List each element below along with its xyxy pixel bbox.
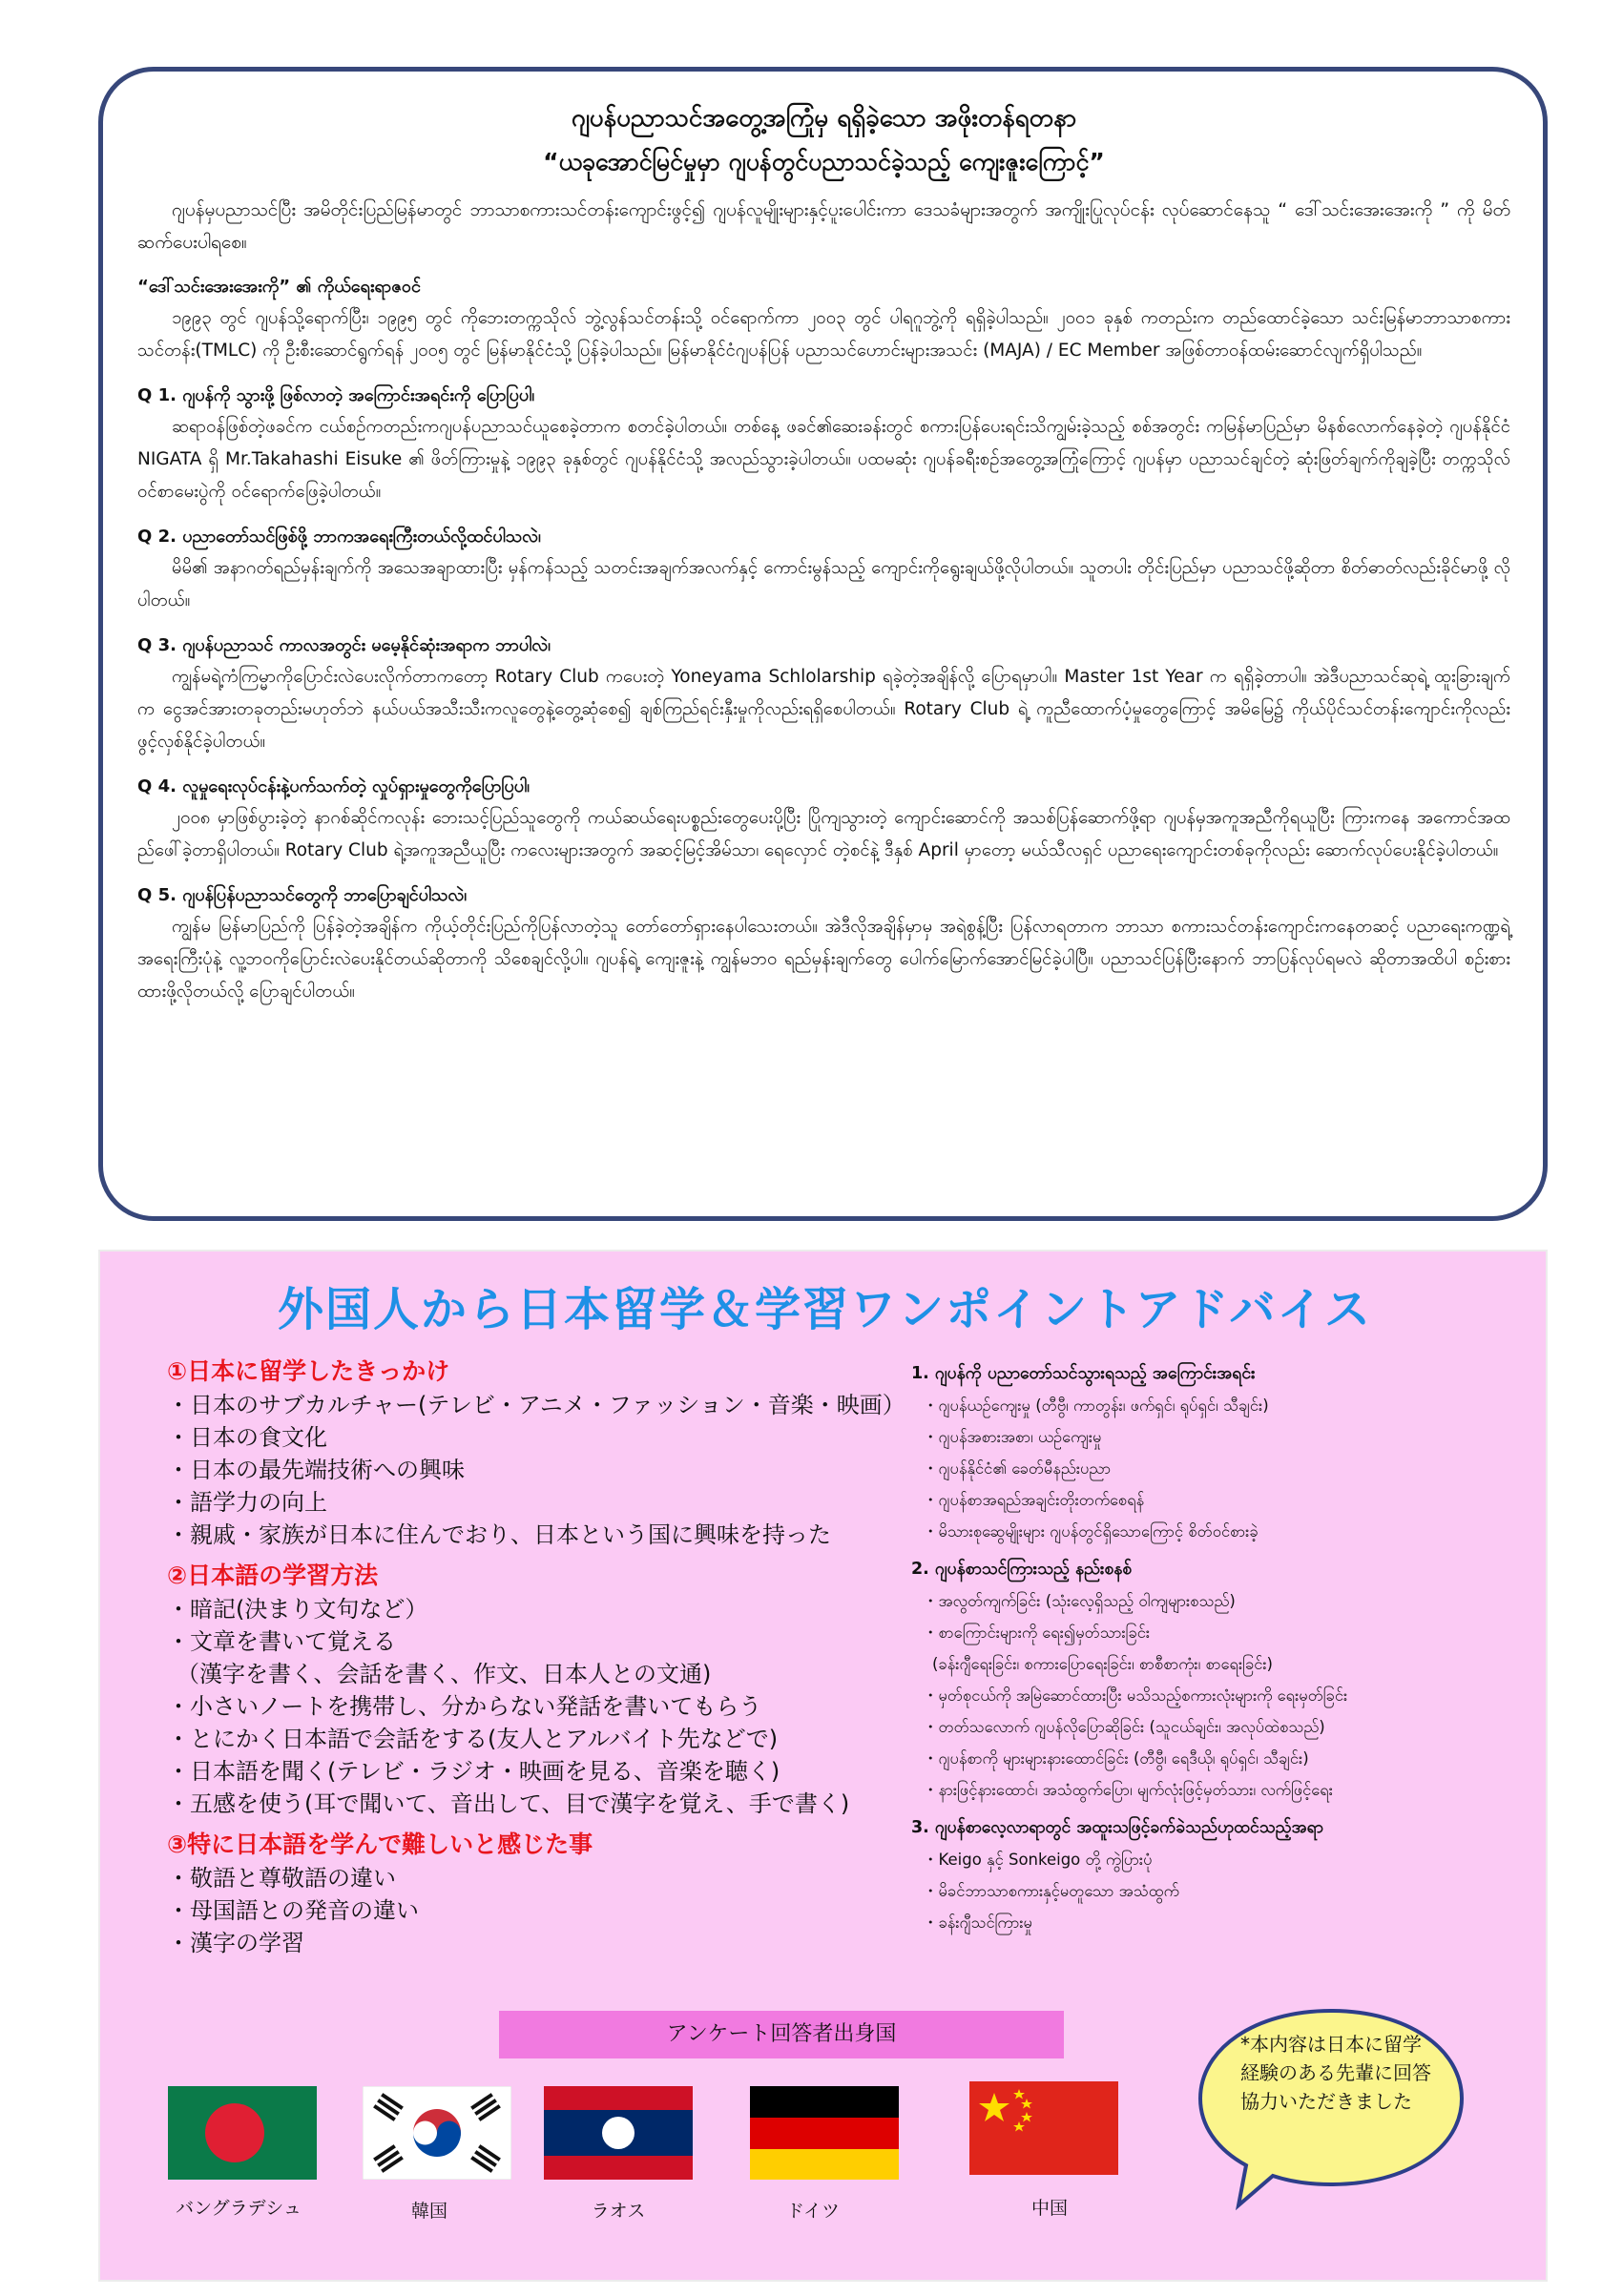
list-item: ・日本語を聞く(テレビ・ラジオ・映画を見る、音楽を聴く) (167, 1758, 780, 1785)
question-heading: Q 5. ဂျပန်ပြန်ပညာသင်တွေကို ဘာပြောချင်ပါသလဲ၊ (137, 885, 468, 905)
jp-section-heading: ③特に日本語を学んで難しいと感じた事 (167, 1831, 593, 1858)
jp-section-heading: ②日本語の学習方法 (167, 1562, 379, 1589)
list-item: ・အလွတ်ကျက်ခြင်း (သုံးလေ့ရှိသည့် ဝါကျများစသည်) (923, 1592, 1236, 1610)
country-label: ラオス (591, 2201, 646, 2222)
list-item: ・小さいノートを携帯し、分からない発話を書いてもらう (167, 1693, 762, 1720)
profile-text: ၁၉၉၃ တွင် ဂျပန်သို့ရောက်ပြီး၊ ၁၉၉၅ တွင် ကိုဘေးတက္ကသိုလ် ဘွဲ့လွန်သင်တန်းသို့ ဝင်ရောက်ကာ ၂၀၀၃ တွင် ပါရဂူဘွဲ့ကို ရရှိခဲ့ပါသည်။ ၂၀၀၁ ခုနှစ် ကတည်းက တည်ထောင်ခဲ့သော သင်းမြန်မာဘာသာစကားသင်တန်း(TMLC) ကို ဦးစီးဆောင်ရွက်ရန် ၂၀၀၅ တွင် မြန်မာနိုင်ငံသို့ ပြန်ခဲ့ပါသည်။ မြန်မာနိုင်ငံဂျပန်ပြန် ပညာသင်ဟောင်းများအသင်း (MAJA) / EC Member အဖြစ်တာဝန်ထမ်းဆောင်လျက်ရှိပါသည်။ (137, 308, 1510, 361)
list-item: ・မိခင်ဘာသာစကားနှင့်မတူသော အသံထွက် (923, 1882, 1179, 1900)
advice-title: 外国人から日本留学＆学習ワンポイントアドバイス (277, 1283, 1373, 1336)
country-label: バングラデシュ (176, 2198, 302, 2219)
list-item: ・ဂျပန်စာအရည်အချင်းတိုးတက်စေရန် (923, 1491, 1145, 1509)
profile-heading: “ဒေါ်သင်းအေးအေးကို” ၏ ကိုယ်ရေးရာဇဝင် (137, 277, 421, 297)
qa-block-5 (137, 880, 1510, 1008)
question-heading: Q 3. ဂျပန်ပညာသင် ကာလအတွင်း မမေ့နိုင်ဆုံးအရာက ဘာပါလဲ၊ (137, 635, 551, 655)
country-label: 韓国 (410, 2201, 447, 2222)
interview-box (98, 67, 1548, 1221)
germany-flag-icon (750, 2086, 899, 2180)
answer-text: ကျွန်မ မြန်မာပြည်ကို ပြန်ခဲ့တဲ့အချိန်က ကိုယ့်တိုင်းပြည်ကိုပြန်လာတဲ့သူ တော်တော်ရှားနေပါသေးတယ်။ အဲဒီလိုအချိန်မှာမှ အရဲစွန့်ပြီး ပြန်လာရတာက ဘာသာ စကားသင်တန်းကျောင်းကနေတဆင့် ပညာရေးကဏ္ဍရဲ့ အရေးကြီးပုံနဲ့ လူ့ဘဝကိုပြောင်းလဲပေးနိုင်တယ်ဆိုတာကို သိစေချင်လို့ပါ။ ဂျပန်ရဲ့ ကျေးဇူးနဲ့ ကျွန်မဘဝ ရည်မှန်းချက်တွေ ပေါက်မြောက်အောင်မြင်ခဲ့ပါပြီ။ ပညာသင်ပြန်ပြီးနောက် ဘာပြန်လုပ်ရမလဲ ဆိုတာအထိပါ စဉ်းစားထားဖို့လိုတယ်လို့ ပြောချင်ပါတယ်။ (137, 917, 1510, 1002)
list-item: ・ဂျပန်အစားအစာ၊ ယဉ်ကျေးမှု (923, 1428, 1102, 1446)
list-item: ・文章を書いて覚える (167, 1628, 396, 1655)
list-item: ・နားဖြင့်နားထောင်၊ အသံထွက်ပြော၊ မျက်လုံးဖြင့်မှတ်သား၊ လက်ဖြင့်ရေး (923, 1781, 1333, 1799)
qa-block-3 (137, 631, 1510, 758)
answer-text: ကျွန်မရဲ့ကံကြမ္မာကိုပြောင်းလဲပေးလိုက်တာကတော့ Rotary Club ကပေးတဲ့ Yoneyama Schlolarship ရခဲ့တဲ့အချိန်လို့ ပြောရမှာပါ။ Master 1st Year က ရရှိခဲ့တာပါ။ အဲဒီပညာသင်ဆုရဲ့ ထူးခြားချက်က ငွေအင်အားတခုတည်းမဟုတ်ဘဲ နယ်ပယ်အသီးသီးကလူတွေနဲ့တွေ့ဆုံစေ၍ ချစ်ကြည်ရင်းနှီးမှုကိုလည်းရရှိစေပါတယ်။ Rotary Club ရဲ့ ကူညီထောက်ပံ့မှုတွေကြောင့် အမိမြေ၌ ကိုယ်ပိုင်သင်တန်းကျောင်းကိုလည်း ဖွင့်လှစ်နိုင်ခဲ့ပါတယ်။ (137, 667, 1510, 752)
laos-flag-icon (544, 2086, 693, 2180)
list-item: ・ဂျပန်ယဉ်ကျေးမှု (တီဗွီ၊ ကာတွန်း၊ ဖက်ရှင်၊ ရုပ်ရှင်၊ သီချင်း) (923, 1396, 1269, 1415)
list-item: ・日本の最先端技術への興味 (167, 1457, 465, 1483)
country-label: 中国 (1030, 2198, 1068, 2219)
list-item: ・五感を使う(耳で聞いて、音出して、目で漢字を覚え、手で書く) (167, 1790, 850, 1817)
qa-block-2 (137, 522, 1510, 617)
jp-section-heading: ①日本に留学したきっかけ (167, 1357, 450, 1385)
list-item: ・暗記(決まり文句など） (167, 1596, 428, 1623)
list-item: ・敬語と尊敬語の違い (167, 1865, 396, 1892)
korea-flag-icon (363, 2086, 511, 2180)
list-item: ・日本の食文化 (167, 1424, 327, 1451)
my-section-heading: 3. ဂျပန်စာလေ့လာရာတွင် အထူးသဖြင့်ခက်ခဲသည်ဟုထင်သည့်အရာ (911, 1818, 1323, 1837)
qa-block-1 (137, 381, 1510, 508)
answer-text: ၂၀၀၈ မှာဖြစ်ပွားခဲ့တဲ့ နာဂစ်ဆိုင်ကလုန်း ဘေးသင့်ပြည်သူတွေကို ကယ်ဆယ်ရေးပစ္စည်းတွေပေးပို့ပြီး ပြိုကျသွားတဲ့ ကျောင်းဆောင်ကို အသစ်ပြန်ဆောက်ဖို့ရာ ဂျပန်မှအကူအညီကိုရယူပြီး ကြားကနေ အကောင်အထည်ဖေါ်ခဲ့တာရှိပါတယ်။ Rotary Club ရဲ့အကူအညီယူပြီး ကလေးများအတွက် အဆင့်မြင့်အိမ်သာ၊ ရေလှောင် တဲ့စင်နဲ့ ဒီနှစ် April မှာတော့ မယ်သီလရှင် ပညာရေးကျောင်းတစ်ခုကိုလည်း ဆောက်လုပ်ပေးနိုင်ခဲ့ပါတယ်။ (137, 808, 1510, 860)
answer-text: ဆရာဝန်ဖြစ်တဲ့ဖခင်က ငယ်စဉ်ကတည်းကဂျပန်ပညာသင်ယူစေခဲ့တာက စတင်ခဲ့ပါတယ်။ တစ်နေ့ ဖခင်၏ဆေးခန်းတွင် စကားပြန်ပေးရင်းသိကျွမ်းခဲ့သည့် စစ်အတွင်း ကမြန်မာပြည်မှာ မိနစ်လောက်နေခဲ့တဲ့ ဂျပန်နိုင်ငံ NIGATA ရှိ Mr.Takahashi Eisuke ၏ ဖိတ်ကြားမှုနဲ့ ၁၉၉၃ ခုနှစ်တွင် ဂျပန်နိုင်ငံသို့ အလည်သွားခဲ့ပါတယ်။ ပထမဆုံး ဂျပန်ခရီးစဉ်အတွေ့အကြုံကြောင့် ဂျပန်မှာ ပညာသင်ချင်တဲ့ ဆုံးဖြတ်ချက်ကိုချခဲ့ပြီး တက္ကသိုလ်ဝင်စာမေးပွဲကို ဝင်ရောက်ဖြေခဲ့ပါတယ်။ (137, 417, 1510, 502)
interview-subtitle: “ယခုအောင်မြင်မှုမှာ ဂျပန်တွင်ပညာသင်ခဲ့သည့် ကျေးဇူးကြောင့်” (543, 148, 1105, 176)
list-item: ・တတ်သလောက် ဂျပန်လိုပြောဆိုခြင်း (သူငယ်ချင်း၊ အလုပ်ထဲစသည်) (923, 1718, 1325, 1736)
interview-title: ဂျပန်ပညာသင်အတွေ့အကြုံမှ ရရှိခဲ့သော အဖိုးတန်ရတနာ (571, 104, 1077, 133)
china-flag-icon (969, 2081, 1118, 2175)
myanmar-column (911, 1352, 1541, 1938)
bubble-note: *本内容は日本に留学経験のある先輩に回答協力いただきました (1240, 2033, 1431, 2113)
bangladesh-flag-icon (168, 2086, 317, 2180)
list-item: ・Keigo နှင့် Sonkeigo တို့ ကွဲပြားပုံ (923, 1851, 1153, 1869)
question-heading: Q 1. ဂျပန်ကို သွားဖို့ ဖြစ်လာတဲ့ အကြောင်းအရင်းကို ပြောပြပါ၊ (137, 385, 535, 405)
japanese-column (167, 1351, 997, 1959)
question-heading: Q 4. လူမှုရေးလုပ်ငန်းနဲ့ပက်သက်တဲ့ လှုပ်ရှားမှုတွေကိုပြောပြပါ၊ (137, 776, 531, 796)
list-item: ・စာကြောင်းများကို ရေး၍မှတ်သားခြင်း (923, 1624, 1151, 1642)
qa-block-4 (137, 772, 1510, 867)
country-label: ドイツ (785, 2201, 841, 2222)
list-item: ・မှတ်စုငယ်ကို အမြဲဆောင်ထားပြီး မသိသည့်စကားလုံးများကို ရေးမှတ်ခြင်း (923, 1686, 1348, 1705)
list-item: ・漢字の学習 (167, 1930, 304, 1956)
list-item: ・ဂျပန်နိုင်ငံ၏ ခေတ်မီနည်းပညာ (923, 1459, 1112, 1478)
list-item: （漢字を書く、会話を書く、作文、日本人との文通) (177, 1661, 712, 1687)
list-item: ・とにかく日本語で会話をする(友人とアルバイト先などで) (167, 1726, 779, 1752)
list-item: ・မိသားစုဆွေမျိုးများ ဂျပန်တွင်ရှိသောကြောင့် စိတ်ဝင်စားခဲ့ (923, 1522, 1259, 1541)
interview-intro: ဂျပန်မှပညာသင်ပြီး အမိတိုင်းပြည်မြန်မာတွင် ဘာသာစကားသင်တန်းကျောင်းဖွင့်၍ ဂျပန်လူမျိုးများနှင့်ပူးပေါင်းကာ ဒေသခံများအတွက် အကျိုးပြုလုပ်ငန်း လုပ်ဆောင်နေသူ “ ဒေါ်သင်းအေးအေးကို ” ကို မိတ်ဆက်ပေးပါရစေ။ (137, 199, 1510, 253)
list-item: ・ဂျပန်စာကို များများနားထောင်ခြင်း (တီဗွီ၊ ရေဒီယို၊ ရုပ်ရှင်၊ သီချင်း) (923, 1749, 1309, 1768)
my-section-heading: 1. ဂျပန်ကို ပညာတော်သင်သွားရသည့် အကြောင်းအရင်း (911, 1364, 1256, 1383)
list-item: ・日本のサブカルチャー(テレビ・アニメ・ファッション・音楽・映画） (167, 1392, 905, 1418)
list-item: ・ခန်းဂျီသင်ကြားမှု (923, 1913, 1032, 1932)
list-item: ・親戚・家族が日本に住んでおり、日本という国に興味を持った (167, 1521, 831, 1548)
question-heading: Q 2. ပညာတော်သင်ဖြစ်ဖို့ ဘာကအရေးကြီးတယ်လို့ထင်ပါသလဲ၊ (137, 527, 541, 547)
survey-label-bar: アンケート回答者出身国 (499, 2011, 1064, 2058)
my-section-heading: 2. ဂျပန်စာသင်ကြားသည့် နည်းစနစ် (911, 1560, 1133, 1579)
list-item: (ခန်းဂျီရေးခြင်း၊ စကားပြောရေးခြင်း၊ စာစီစာကုံး၊ စာရေးခြင်း) (932, 1655, 1273, 1673)
list-item: ・語学力の向上 (167, 1489, 327, 1516)
list-item: ・母国語との発音の違い (167, 1897, 419, 1924)
answer-text: မိမိ၏ အနာဂတ်ရည်မှန်းချက်ကို အသေအချာထားပြီး မှန်ကန်သည့် သတင်းအချက်အလက်နှင့် ကောင်းမွန်သည့် ကျောင်းကိုရွေးချယ်ဖို့လိုပါတယ်။ သူတပါး တိုင်းပြည်မှာ ပညာသင်ဖို့ဆိုတာ စိတ်ဓာတ်လည်းခိုင်မာဖို့ လိုပါတယ်။ (137, 558, 1510, 610)
